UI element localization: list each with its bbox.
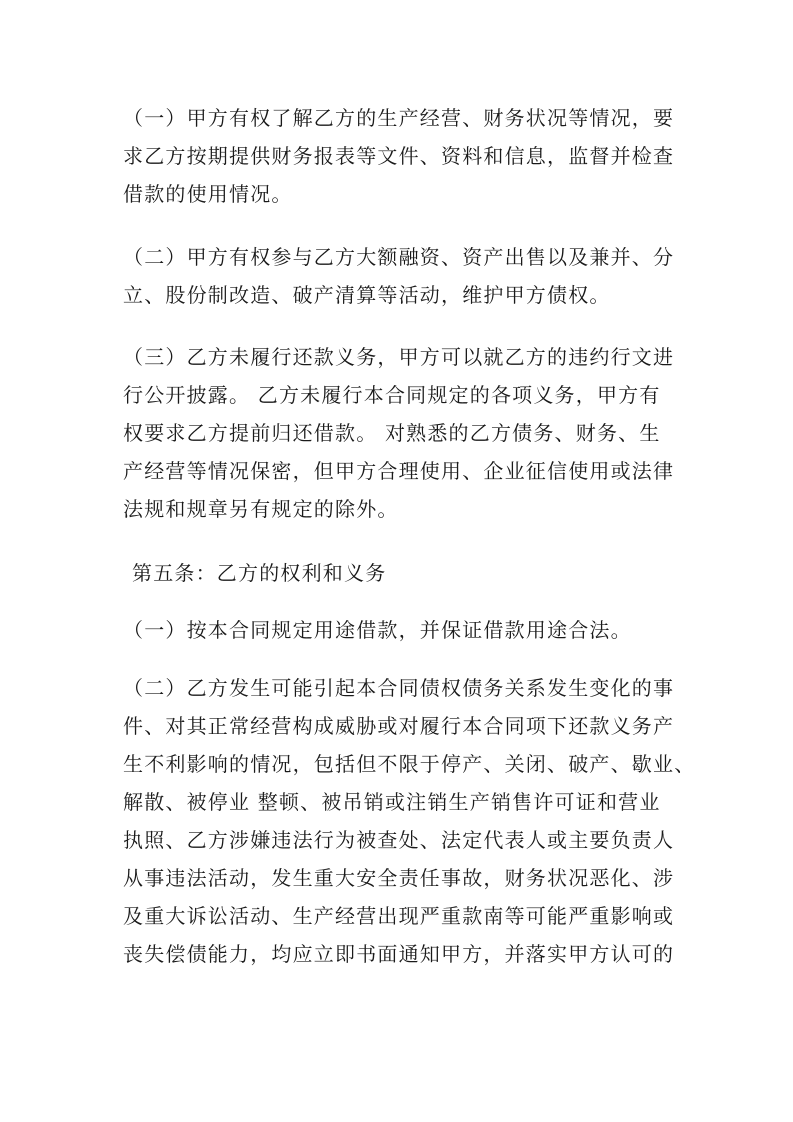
clause-3-line-1: （三）乙方未履行还款义务，甲方可以就乙方的违约行文进 [123,345,675,369]
article-5-item-2-line-4: 解散、被停业 整顿、被吊销或注销生产销售许可证和营业 [123,790,661,814]
article-5-item-2-line-5: 执照、乙方涉嫌违法行为被查处、法定代表人或主要负责人 [123,828,675,852]
article-5-item-2-line-8: 丧失偿债能力，均应立即书面通知甲方，并落实甲方认可的 [123,942,675,966]
clause-1-line-3: 借款的使用情况。 [123,182,293,206]
clause-3-line-4: 产经营等情况保密，但甲方合理使用、企业征信使用或法律 [123,459,675,483]
article-5-heading: 第五条：乙方的权利和义务 [132,561,387,585]
clause-1-line-2: 求乙方按期提供财务报表等文件、资料和信息，监督并检查 [123,144,675,168]
article-5-item-2-line-1: （二）乙方发生可能引起本合同债权债务关系发生变化的事 [123,676,675,700]
clause-3-line-5: 法规和规章另有规定的除外。 [123,497,399,521]
article-5-item-2-line-2: 件、对其正常经营构成威胁或对履行本合同项下还款义务产 [123,714,675,738]
article-5-item-2-line-6: 从事违法活动，发生重大安全责任事故，财务状况恶化、涉 [123,866,675,890]
clause-2-line-2: 立、股份制改造、破产清算等活动，维护甲方债权。 [123,283,611,307]
article-5-item-2-line-7: 及重大诉讼活动、生产经营出现严重款南等可能严重影响或 [123,904,675,928]
article-5-item-1: （一）按本合同规定用途借款，并保证借款用途合法。 [123,618,632,642]
clause-3-line-2: 行公开披露。 乙方未履行本合同规定的各项义务，甲方有 [123,383,661,407]
article-5-item-2-line-3: 生不利影响的情况，包括但不限于停产、关闭、破产、歇业、 [123,752,696,776]
clause-1-line-1: （一）甲方有权了解乙方的生产经营、财务状况等情况，要 [123,106,675,130]
clause-2-line-1: （二）甲方有权参与乙方大额融资、资产出售以及兼并、分 [123,245,675,269]
clause-3-line-3: 权要求乙方提前归还借款。 对熟悉的乙方债务、财务、生 [123,421,661,445]
